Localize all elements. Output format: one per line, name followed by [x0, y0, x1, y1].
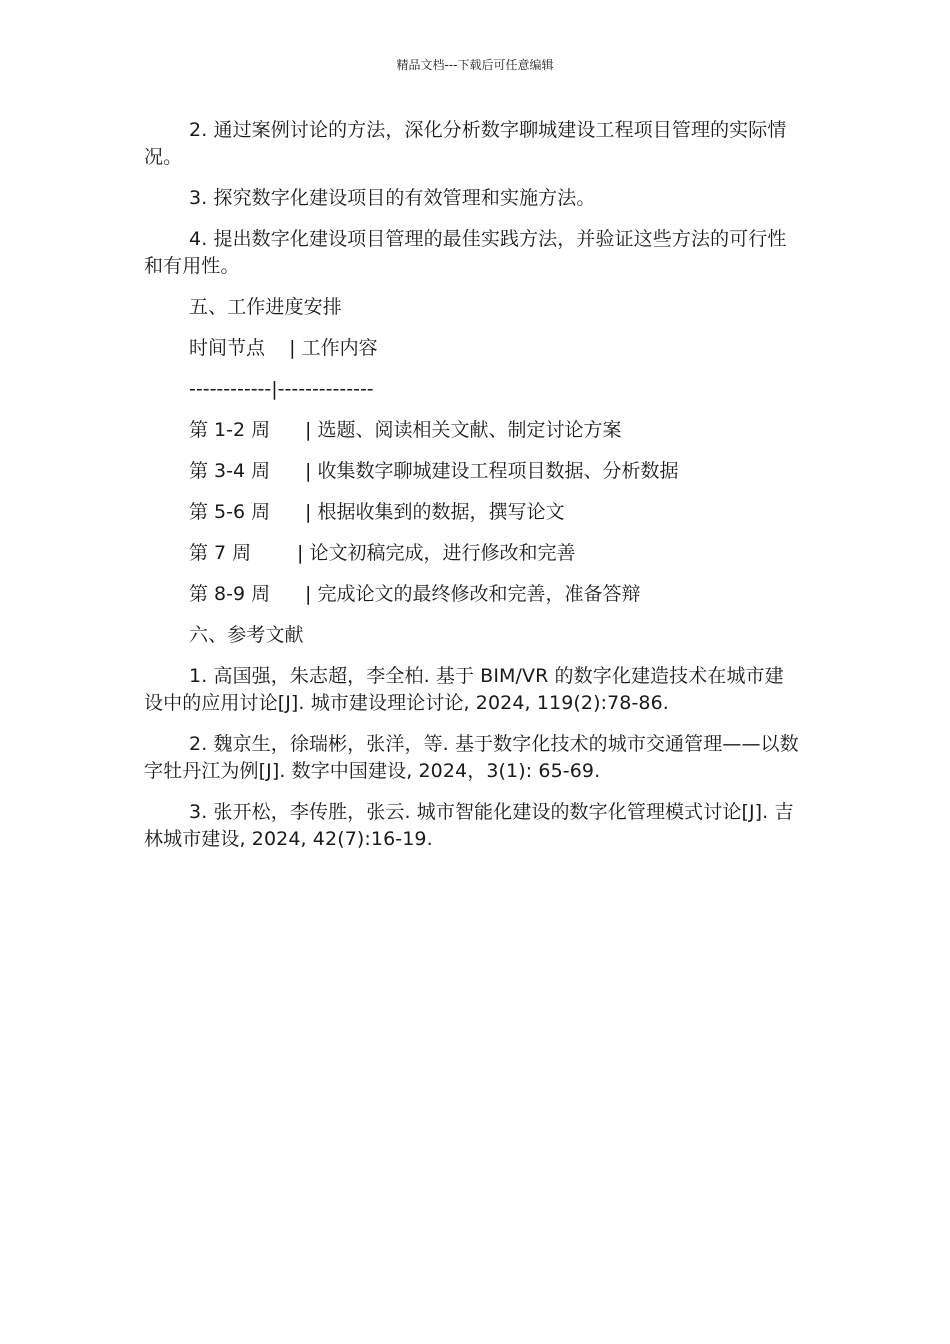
section-heading-references: 六、参考文献: [189, 624, 304, 646]
schedule-time: 第 8-9 周: [189, 583, 271, 605]
objective-item: 4. 提出数字化建设项目管理的最佳实践方法，并验证这些方法的可行性和有用性。: [144, 228, 787, 277]
section-heading-schedule: 五、工作进度安排: [189, 296, 342, 318]
schedule-row: [144, 499, 800, 526]
schedule-row: [144, 458, 800, 485]
objective-item: 2. 通过案例讨论的方法，深化分析数字聊城建设工程项目管理的实际情况。: [144, 119, 787, 168]
reference-item: 2. 魏京生，徐瑞彬，张洋，等. 基于数字化技术的城市交通管理——以数字牡丹江为例[J]. 数字中国建设, 2024，3(1): 65-69.: [144, 733, 799, 782]
document-body: [144, 117, 800, 867]
schedule-row: [144, 540, 800, 567]
reference-item: 1. 高国强，朱志超，李全柏. 基于 BIM/VR 的数字化建造技术在城市建设中的应用讨论[J]. 城市建设理论讨论, 2024, 119(2):78-86.: [144, 665, 784, 714]
reference-item: 3. 张开松，李传胜，张云. 城市智能化建设的数字化管理模式讨论[J]. 吉林城市建设, 2024, 42(7):16-19.: [144, 801, 794, 850]
schedule-task: | 根据收集到的数据，撰写论文: [305, 501, 565, 523]
schedule-task: | 收集数字聊城建设工程项目数据、分析数据: [305, 460, 679, 482]
schedule-divider: ------------|--------------: [189, 378, 374, 400]
schedule-time: 第 3-4 周: [189, 460, 271, 482]
schedule-header-row: [144, 335, 800, 362]
schedule-time: 第 5-6 周: [189, 501, 271, 523]
schedule-time: 第 1-2 周: [189, 419, 271, 441]
schedule-row: [144, 417, 800, 444]
objective-item: 3. 探究数字化建设项目的有效管理和实施方法。: [189, 187, 596, 209]
schedule-header-text: 时间节点 | 工作内容: [189, 337, 378, 359]
schedule-row: [144, 581, 800, 608]
schedule-time: 第 7 周: [189, 542, 252, 564]
schedule-task: | 完成论文的最终修改和完善，准备答辩: [305, 583, 641, 605]
schedule-task: | 选题、阅读相关文献、制定讨论方案: [305, 419, 622, 441]
page-header: 精品文档---下载后可任意编辑: [396, 58, 554, 72]
schedule-task: | 论文初稿完成，进行修改和完善: [297, 542, 576, 564]
